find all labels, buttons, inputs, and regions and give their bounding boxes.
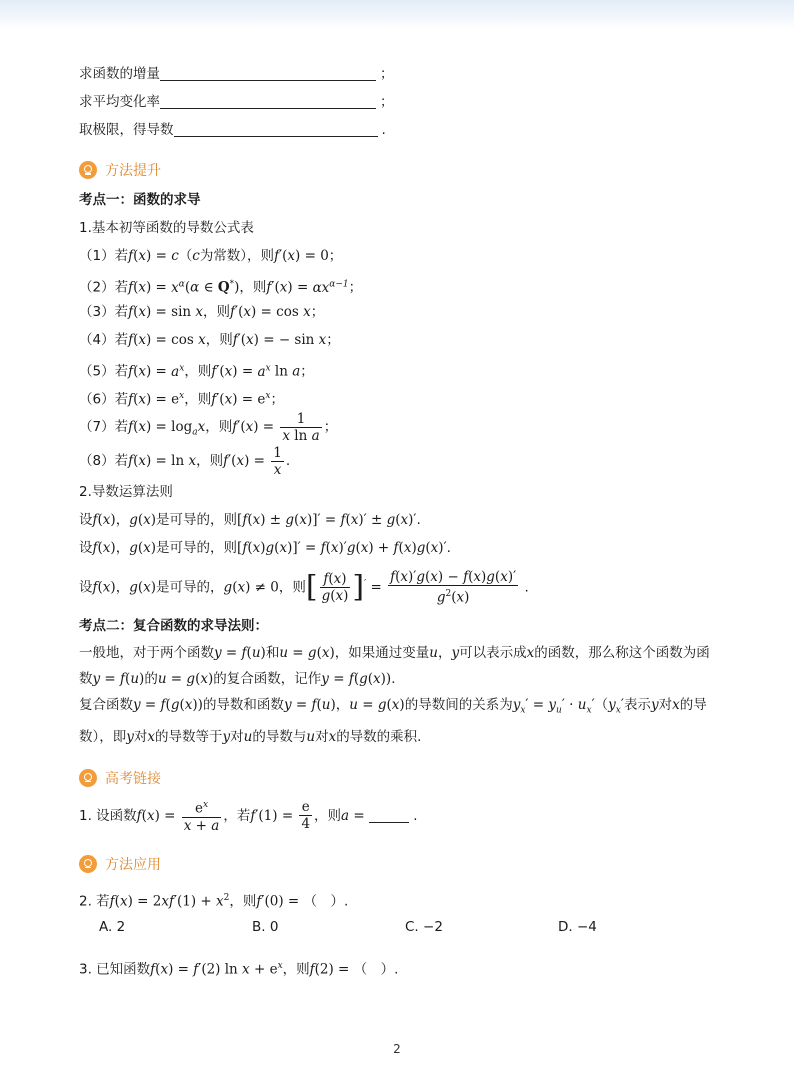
formula-8: （8）若f(x) = ln x，则f′(x) = $\frac{1}{x}$ . <box>79 444 291 478</box>
step-line-1: 求函数的增量 ； <box>79 66 394 82</box>
formula-1: （1）若f(x) = c（c为常数），则f′(x) = 0； <box>79 248 343 264</box>
rule-sum: 设f(x)，g(x)是可导的，则[f(x) ± g(x)]′ = f(x)′ ± g(x)′. <box>79 512 421 528</box>
page-number: 2 <box>393 1042 401 1056</box>
kp1-subtitle-1: 1.基本初等函数的导数公式表 <box>79 220 254 236</box>
rule-product: 设f(x)，g(x)是可导的，则[f(x)g(x)]′ = f(x)′g(x) + f(x)g(x)′. <box>79 540 451 556</box>
section-heading-method-app: 方法应用 <box>79 850 719 878</box>
section-heading-method-up: 方法提升 <box>79 156 719 184</box>
lightbulb-icon <box>79 769 97 787</box>
kp1-subtitle-2: 2.导数运算法则 <box>79 484 173 500</box>
option-b[interactable]: B. 0 <box>252 918 279 935</box>
header-band <box>0 0 794 30</box>
step-2-label: 求平均变化率 <box>79 94 160 110</box>
formula-5: （5）若$f(x) = a^x$，则$f'(x) = a^x$ ln a； <box>79 363 314 380</box>
formula-6: （6）若$f(x) = e^x$，则$f'(x) = e^x$； <box>79 391 284 408</box>
option-c[interactable]: C. −2 <box>405 918 443 935</box>
document-page <box>79 60 719 980</box>
formula-2: （2）若$f(x) = x^\alpha(\alpha$ ∈ Q*)，则$f'(x) = \alpha x^{\alpha-1}$； <box>79 279 363 296</box>
question-3: 3. 已知函数f(x) = f′(2) $\ln x + e^x$，则f(2) = （ ）. <box>79 960 399 978</box>
kp1-title: 考点一：函数的求导 <box>79 192 201 208</box>
question-2-options <box>79 912 719 942</box>
lightbulb-icon <box>79 161 97 179</box>
question-1: 1. 设函数f(x) = $\frac{e^x}{x + a}$ ，若f′(1) = $\frac{e}{4}$ ，则a = . <box>79 799 418 834</box>
kp2-paragraph-1: 一般地，对于两个函数y = f(u)和u = g(x)，如果通过变量u，y可以表示成x的函数，那么称这个函数为函数y = f(u)的u = g(x)的复合函数，记作y = f(g(x)). <box>79 645 710 687</box>
step-line-3: 取极限，得导数 . <box>79 122 386 138</box>
option-a[interactable]: A. 2 <box>99 918 126 935</box>
answer-blank[interactable] <box>369 806 409 823</box>
step-1-label: 求函数的增量 <box>79 66 160 82</box>
section-heading-gaokao: 高考链接 <box>79 764 719 792</box>
formula-3: （3）若f(x) = sin x，则f′(x) = cos x； <box>79 304 325 320</box>
answer-blank[interactable] <box>174 120 378 137</box>
formula-4: （4）若f(x) = cos x，则f′(x) = − sin x； <box>79 332 340 348</box>
option-d[interactable]: D. −4 <box>558 918 597 935</box>
kp2-title: 考点二：复合函数的求导法则： <box>79 618 268 634</box>
rule-quotient: 设f(x)，g(x)是可导的，g(x) ≠ 0，则[ $\frac{f(x)}{g(x)}$ ]′ = $\frac{f(x)'g(x) - f(x)g(x)'}{g^2(x)}$ . <box>79 569 529 606</box>
formula-7: （7）若$f(x) = \log_ax$，则f′(x) = $\frac{1}{\text{x ln a}}$ ； <box>79 410 338 444</box>
answer-blank[interactable] <box>160 64 376 81</box>
kp2-paragraph-2: 复合函数y = f(g(x))的导数和函数y = f(u)，u = g(x)的导数间的关系为$y_x' = y_u' \cdot u_x'(y_x'$表示y对x的导数），即y对x的导数等于y对u的导数与u对x的导数的乘积. <box>79 697 707 745</box>
answer-blank[interactable] <box>160 92 376 109</box>
question-2: 2. 若$f(x) = 2xf'(1) + x^2$，则f′(0) = （ ）. <box>79 892 349 910</box>
step-line-2: 求平均变化率 ； <box>79 94 394 110</box>
step-3-label: 取极限，得导数 <box>79 122 174 138</box>
lightbulb-icon <box>79 855 97 873</box>
